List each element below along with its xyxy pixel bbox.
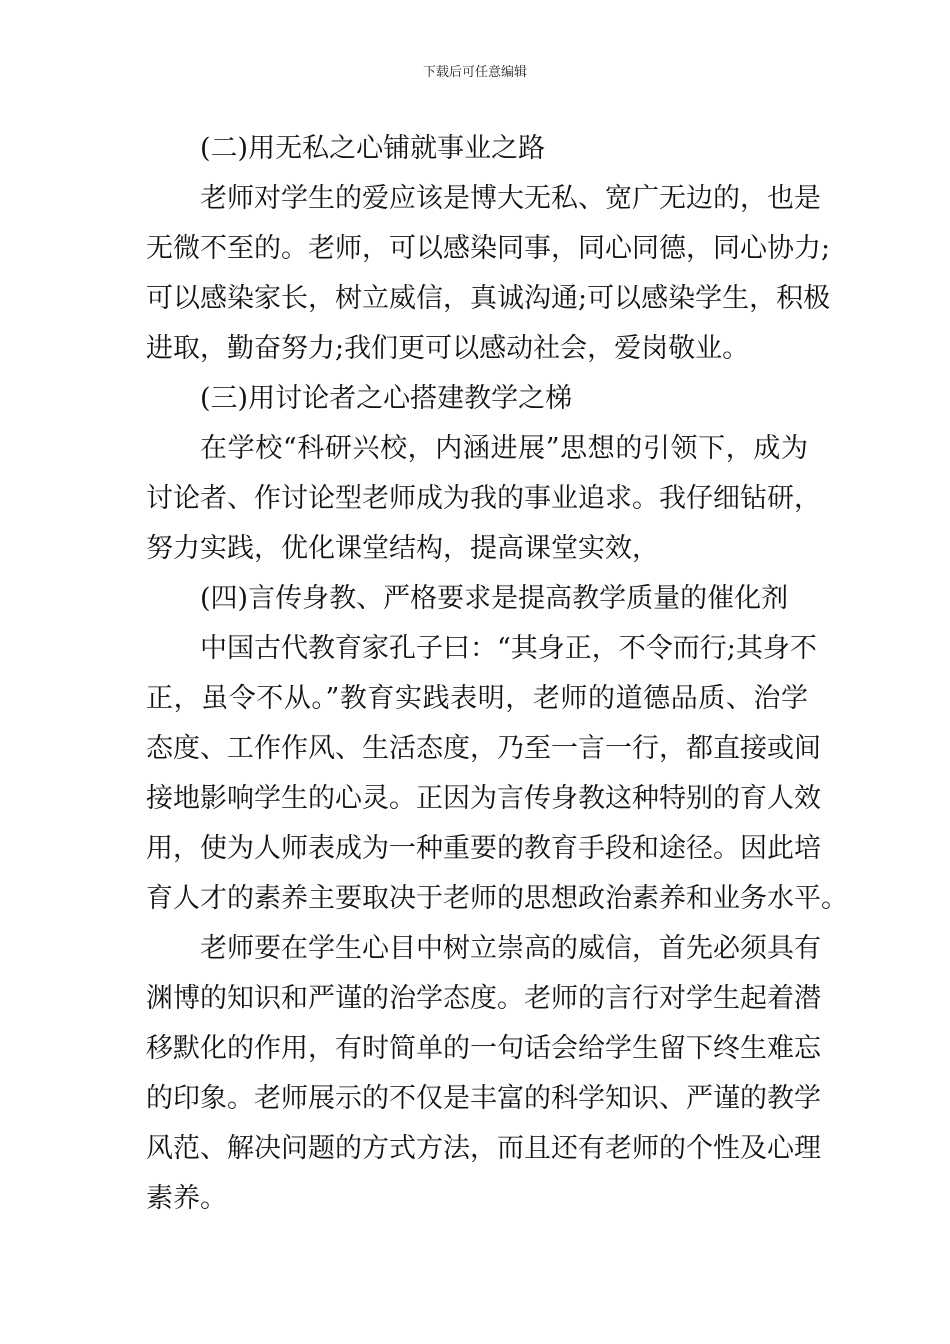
paragraph-line: 在学校“科研兴校，内涵进展”思想的引领下，成为: [200, 433, 808, 464]
section-heading: (二)用无私之心铺就事业之路: [200, 133, 546, 164]
paragraph-line: 素养。: [146, 1183, 227, 1214]
paragraph-line: 可以感染家长，树立威信，真诚沟通;可以感染学生，积极: [146, 283, 831, 314]
paragraph-line: 老师要在学生心目中树立崇高的威信，首先必须具有: [200, 933, 821, 964]
paragraph-line: 进取，勤奋努力;我们更可以感动社会，爱岗敬业。: [146, 333, 750, 364]
paragraph-line: 无微不至的。老师，可以感染同事，同心同德，同心协力;: [146, 233, 831, 264]
paragraph: [146, 624, 848, 924]
paragraph: [146, 924, 821, 1224]
paragraph-line: 渊博的知识和严谨的治学态度。老师的言行对学生起着潜: [146, 983, 821, 1014]
paragraph-line: 老师对学生的爱应该是博大无私、宽广无边的，也是: [200, 183, 821, 214]
paragraph: [146, 424, 821, 574]
paragraph-line: 努力实践，优化课堂结构，提高课堂实效，: [146, 533, 659, 564]
paragraph-line: 态度、工作作风、生活态度，乃至一言一行，都直接或间: [146, 733, 821, 764]
paragraph-line: 讨论者、作讨论型老师成为我的事业追求。我仔细钻研，: [146, 483, 821, 514]
paragraph-line: 正，虽令不从。”教育实践表明，老师的道德品质、治学: [146, 683, 808, 714]
paragraph-line: 中国古代教育家孔子曰：“其身正，不令而行;其身不: [200, 633, 817, 664]
page-header: 下载后可任意编辑: [422, 65, 527, 80]
paragraph-line: 接地影响学生的心灵。正因为言传身教这种特别的育人效: [146, 783, 821, 814]
section-heading: (三)用讨论者之心搭建教学之梯: [200, 383, 573, 414]
section-heading: (四)言传身教、严格要求是提高教学质量的催化剂: [200, 583, 789, 614]
paragraph-line: 的印象。老师展示的不仅是丰富的科学知识、严谨的教学: [146, 1083, 821, 1114]
paragraph: [146, 174, 831, 374]
paragraph-line: 育人才的素养主要取决于老师的思想政治素养和业务水平。: [146, 883, 848, 914]
paragraph-line: 风范、解决问题的方式方法，而且还有老师的个性及心理: [146, 1133, 821, 1164]
paragraph-line: 用，使为人师表成为一种重要的教育手段和途径。因此培: [146, 833, 821, 864]
document-body: [146, 124, 848, 1224]
paragraph-line: 移默化的作用，有时简单的一句话会给学生留下终生难忘: [146, 1033, 821, 1064]
